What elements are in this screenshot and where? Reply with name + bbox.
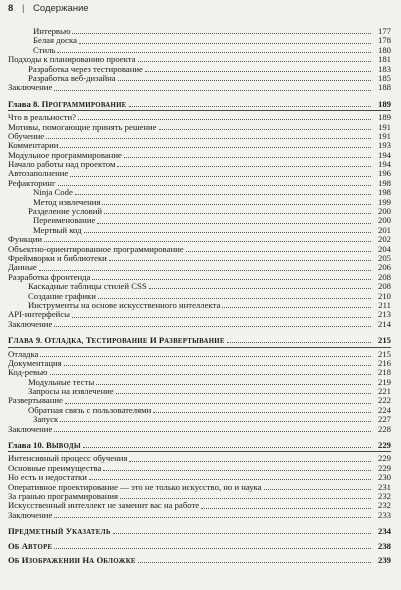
toc-entry-title: Запросы на извлечение bbox=[28, 386, 114, 397]
toc-entry-title: Разработка веб-дизайна bbox=[28, 72, 116, 83]
toc-page-number: 230 bbox=[377, 472, 391, 483]
toc-page-number: 205 bbox=[377, 252, 391, 263]
toc-entry-title: Разработка через тестирование bbox=[28, 63, 143, 74]
dot-leader bbox=[84, 232, 371, 233]
dot-leader bbox=[57, 52, 371, 53]
toc-entry-row[interactable] bbox=[8, 254, 391, 263]
toc-page-number: 194 bbox=[377, 159, 391, 170]
toc-entry-row[interactable] bbox=[8, 123, 391, 132]
toc-page-number: 213 bbox=[377, 309, 391, 320]
toc-entry-title: Фреймворки и библиотеки bbox=[8, 252, 107, 263]
dot-leader bbox=[40, 356, 371, 357]
dot-leader bbox=[129, 106, 372, 107]
toc-entry-title: Заключение bbox=[8, 318, 53, 329]
dot-leader bbox=[70, 176, 371, 177]
toc-page-number: 199 bbox=[377, 196, 391, 207]
chapter-rule bbox=[8, 347, 391, 348]
toc-entry-title: Подходы к планированию проекта bbox=[8, 54, 136, 65]
toc-page-number: 233 bbox=[377, 509, 391, 520]
dot-leader bbox=[96, 384, 371, 385]
toc-entry-title: Метод извлечения bbox=[33, 196, 101, 207]
toc-entry-title: Рефакторинг bbox=[8, 177, 56, 188]
toc-entry-row[interactable] bbox=[8, 320, 391, 329]
toc-entry-title: Белая доска bbox=[33, 35, 77, 46]
dot-leader bbox=[222, 307, 371, 308]
dot-leader bbox=[72, 33, 371, 34]
dot-leader bbox=[64, 365, 371, 366]
toc-entry-title: Интервью bbox=[33, 26, 71, 36]
toc-entry-title: ГЛАВА 9. ОТЛАДКА, ТЕСТИРОВАНИЕ И РАЗВЕРТЫВАНИЕ bbox=[8, 335, 225, 346]
toc-page-number: 177 bbox=[377, 26, 391, 36]
dot-leader bbox=[117, 166, 371, 167]
toc-entry-title: Что в реальности? bbox=[8, 112, 77, 123]
toc-page-number: 198 bbox=[377, 187, 391, 198]
dot-leader bbox=[83, 447, 371, 448]
toc-page-number: 214 bbox=[377, 318, 391, 329]
toc-entry-row[interactable] bbox=[8, 226, 391, 235]
toc-page-number: 215 bbox=[377, 335, 391, 346]
toc-chapter-row[interactable] bbox=[8, 542, 391, 551]
dot-leader bbox=[201, 508, 371, 509]
toc-spacer bbox=[8, 434, 391, 441]
toc-page-number: 193 bbox=[377, 140, 391, 151]
dot-leader bbox=[54, 517, 371, 518]
toc-page-number: 216 bbox=[377, 357, 391, 368]
table-of-contents bbox=[8, 27, 391, 565]
toc-entry-title: Данные bbox=[8, 262, 37, 273]
dot-leader bbox=[116, 393, 371, 394]
toc-entry-row[interactable] bbox=[8, 132, 391, 141]
toc-page-number: 202 bbox=[377, 234, 391, 245]
toc-entry-title: API-интерфейсы bbox=[8, 309, 71, 320]
toc-page-number: 189 bbox=[377, 98, 391, 109]
toc-entry-title: Стиль bbox=[33, 44, 56, 55]
toc-entry-title: Искусственный интеллект не заменит вас на работе bbox=[8, 500, 200, 511]
toc-page-number: 215 bbox=[377, 348, 391, 359]
toc-entry-title: Переименование bbox=[33, 215, 96, 226]
toc-entry-title: Модульное программирование bbox=[8, 149, 122, 160]
toc-entry-title: Запуск bbox=[33, 414, 59, 425]
toc-page-number: 191 bbox=[377, 130, 391, 141]
dot-leader bbox=[109, 260, 371, 261]
running-header bbox=[8, 3, 89, 14]
dot-leader bbox=[75, 194, 371, 195]
toc-entry-title: Каскадные таблицы стилей CSS bbox=[28, 281, 147, 292]
toc-page-number: 210 bbox=[377, 290, 391, 301]
dot-leader bbox=[103, 470, 371, 471]
toc-entry-title: ОБ ИЗОБРАЖЕНИИ НА ОБЛОЖКЕ bbox=[8, 554, 136, 565]
toc-page-number: 211 bbox=[378, 299, 391, 310]
toc-page-number: 181 bbox=[377, 54, 391, 65]
dot-leader bbox=[149, 288, 371, 289]
dot-leader bbox=[54, 431, 371, 432]
toc-page-number: 222 bbox=[377, 395, 391, 406]
dot-leader bbox=[124, 157, 371, 158]
dot-leader bbox=[129, 461, 371, 462]
dot-leader bbox=[120, 498, 371, 499]
toc-page-number: 201 bbox=[377, 224, 391, 235]
toc-page-number: 185 bbox=[377, 72, 391, 83]
toc-chapter-row[interactable] bbox=[8, 100, 391, 109]
toc-entry-title: Функции bbox=[8, 234, 43, 245]
page-number: 8 bbox=[8, 3, 14, 14]
dot-leader bbox=[60, 147, 371, 148]
toc-entry-title: Заключение bbox=[8, 82, 53, 93]
dot-leader bbox=[65, 403, 371, 404]
toc-entry-title: Оперативное проектирование — это не только искусство, но и наука bbox=[8, 481, 262, 492]
toc-entry-title: Автозаполнение bbox=[8, 168, 69, 179]
toc-entry-title: Инструменты на основе искусственного интеллекта bbox=[28, 299, 221, 310]
toc-page-number: 218 bbox=[377, 367, 391, 378]
toc-page-number: 239 bbox=[377, 554, 391, 565]
toc-entry-title: Заключение bbox=[8, 423, 53, 434]
dot-leader bbox=[89, 479, 371, 480]
dot-leader bbox=[72, 317, 371, 318]
toc-entry-title: Развертывание bbox=[8, 395, 63, 406]
toc-entry-title: Разделение условий bbox=[28, 206, 103, 217]
dot-leader bbox=[97, 223, 371, 224]
header-separator: | bbox=[21, 3, 25, 14]
dot-leader bbox=[104, 213, 371, 214]
toc-chapter-row[interactable] bbox=[8, 441, 391, 450]
dot-leader bbox=[138, 61, 371, 62]
dot-leader bbox=[54, 90, 371, 91]
toc-page-number: 238 bbox=[377, 540, 391, 551]
toc-spacer bbox=[8, 93, 391, 100]
dot-leader bbox=[102, 204, 371, 205]
toc-page-number: 229 bbox=[377, 453, 391, 464]
toc-chapter-row[interactable] bbox=[8, 556, 391, 565]
toc-page-number: 189 bbox=[377, 112, 391, 123]
toc-page-number: 229 bbox=[377, 462, 391, 473]
toc-chapter-row[interactable] bbox=[8, 527, 391, 536]
dot-leader bbox=[145, 71, 371, 72]
toc-entry-title: Создание графики bbox=[28, 290, 96, 301]
toc-entry-row[interactable] bbox=[8, 359, 391, 368]
dot-leader bbox=[79, 43, 371, 44]
toc-entry-row[interactable] bbox=[8, 36, 391, 45]
toc-entry-row[interactable] bbox=[8, 83, 391, 92]
toc-entry-title: Глава 8. ПРОГРАММИРОВАНИЕ bbox=[8, 98, 127, 109]
toc-page-number: 219 bbox=[377, 376, 391, 387]
toc-entry-title: Документация bbox=[8, 357, 62, 368]
toc-entry-title: Основные преимущества bbox=[8, 462, 102, 473]
dot-leader bbox=[39, 270, 371, 271]
toc-page-number: 228 bbox=[377, 423, 391, 434]
dot-leader bbox=[60, 421, 371, 422]
dot-leader bbox=[54, 326, 371, 327]
toc-entry-row[interactable] bbox=[8, 350, 391, 359]
toc-page-number: 208 bbox=[377, 271, 391, 282]
toc-page-number: 204 bbox=[377, 243, 391, 254]
toc-page-number: 180 bbox=[377, 44, 391, 55]
toc-entry-title: Код-ревью bbox=[8, 367, 48, 378]
toc-entry-title: Глава 10. ВЫВОДЫ bbox=[8, 440, 81, 451]
toc-entry-title: Отладка bbox=[8, 348, 39, 359]
toc-page-number: 227 bbox=[377, 414, 391, 425]
toc-entry-title: Модульные тесты bbox=[28, 376, 95, 387]
chapter-rule bbox=[8, 110, 391, 111]
toc-entry-title: ПРЕДМЕТНЫЙ УКАЗАТЕЛЬ bbox=[8, 526, 111, 537]
toc-page-number: 221 bbox=[377, 386, 391, 397]
toc-entry-title: Обучение bbox=[8, 130, 45, 141]
dot-leader bbox=[186, 251, 371, 252]
toc-entry-row[interactable] bbox=[8, 511, 391, 520]
toc-entry-row[interactable] bbox=[8, 425, 391, 434]
toc-page-number: 206 bbox=[377, 262, 391, 273]
toc-page-number: 191 bbox=[377, 121, 391, 132]
dot-leader bbox=[227, 342, 371, 343]
toc-entry-title: Но есть и недостатки bbox=[8, 472, 87, 483]
toc-chapter-row[interactable] bbox=[8, 336, 391, 345]
toc-page-number: 188 bbox=[377, 82, 391, 93]
dot-leader bbox=[54, 548, 371, 549]
toc-page-number: 224 bbox=[377, 404, 391, 415]
dot-leader bbox=[44, 241, 371, 242]
dot-leader bbox=[118, 80, 371, 81]
dot-leader bbox=[50, 374, 371, 375]
dot-leader bbox=[92, 279, 371, 280]
toc-entry-row[interactable] bbox=[8, 415, 391, 424]
toc-page-number: 231 bbox=[377, 481, 391, 492]
toc-spacer bbox=[8, 329, 391, 336]
toc-entry-row[interactable] bbox=[8, 310, 391, 319]
toc-entry-title: Обратная связь с пользователями bbox=[28, 404, 152, 415]
toc-page-number: 198 bbox=[377, 177, 391, 188]
dot-leader bbox=[153, 412, 371, 413]
toc-entry-title: Заключение bbox=[8, 509, 53, 520]
toc-page-number: 178 bbox=[377, 35, 391, 46]
toc-entry-title: Ninja Code bbox=[33, 187, 73, 198]
toc-page-number: 194 bbox=[377, 149, 391, 160]
chapter-rule bbox=[8, 451, 391, 452]
toc-entry-row[interactable] bbox=[8, 387, 391, 396]
dot-leader bbox=[113, 533, 371, 534]
toc-entry-row[interactable] bbox=[8, 501, 391, 510]
toc-page-number: 229 bbox=[377, 440, 391, 451]
dot-leader bbox=[78, 119, 371, 120]
toc-entry-row[interactable] bbox=[8, 169, 391, 178]
toc-entry-title: Объектно-ориентированное программирование bbox=[8, 243, 184, 254]
toc-entry-title: Комментарии bbox=[8, 140, 59, 151]
dot-leader bbox=[138, 562, 371, 563]
toc-page-number: 200 bbox=[377, 215, 391, 226]
toc-entry-title: ОБ АВТОРЕ bbox=[8, 540, 53, 551]
toc-page-number: 234 bbox=[377, 526, 391, 537]
dot-leader bbox=[159, 129, 371, 130]
toc-page-number: 196 bbox=[377, 168, 391, 179]
toc-page-number: 183 bbox=[377, 63, 391, 74]
toc-entry-title: Мотивы, помогающие принять решение bbox=[8, 121, 157, 132]
toc-entry-title: Интенсивный процесс обучения bbox=[8, 453, 128, 464]
toc-entry-row[interactable] bbox=[8, 406, 391, 415]
toc-entry-title: За гранью программирования bbox=[8, 490, 118, 501]
dot-leader bbox=[46, 138, 371, 139]
toc-page-number: 232 bbox=[377, 500, 391, 511]
toc-page-number: 232 bbox=[377, 490, 391, 501]
toc-page-number: 208 bbox=[377, 281, 391, 292]
dot-leader bbox=[264, 489, 371, 490]
toc-page-number: 200 bbox=[377, 206, 391, 217]
toc-entry-title: Мертвый код bbox=[33, 224, 82, 235]
toc-entry-title: Разработка фронтенда bbox=[8, 271, 91, 282]
dot-leader bbox=[58, 185, 371, 186]
toc-entry-row[interactable] bbox=[8, 74, 391, 83]
toc-entry-title: Начало работы над проектом bbox=[8, 159, 116, 170]
header-title: Содержание bbox=[33, 3, 89, 14]
dot-leader bbox=[98, 298, 371, 299]
